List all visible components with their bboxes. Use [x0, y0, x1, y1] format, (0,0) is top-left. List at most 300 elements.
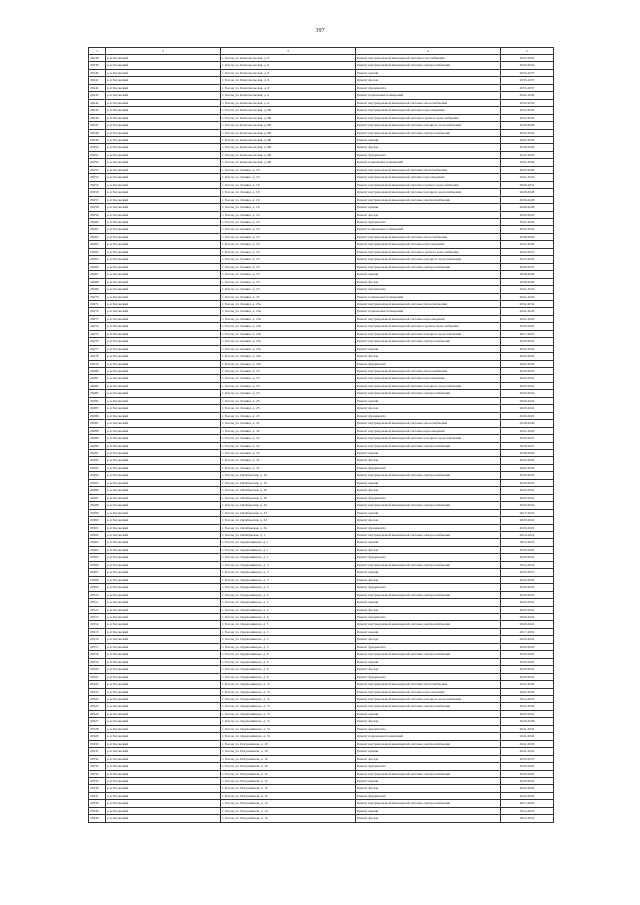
table-row: [89, 554, 554, 561]
table-row: [89, 807, 554, 814]
cell-address: г. Хасан, ул. Комсомольская, д. 6: [221, 55, 356, 62]
cell-district: р-н Хасанский: [106, 763, 221, 770]
cell-period: 2035-2037: [501, 77, 554, 84]
table-row: [89, 770, 554, 777]
cell-number: 29247: [89, 122, 106, 129]
cell-address: г. Хасан, ул. Пограничная, д. 10: [221, 748, 356, 755]
cell-work-type: Ремонт внутридомовой инженерной системы теплоснабжения: [356, 420, 501, 427]
table-row: [89, 792, 554, 799]
cell-address: г. Хасан, ул. Ленина, д. 25: [221, 375, 356, 382]
cell-period: 2032-2034: [501, 703, 554, 710]
cell-work-type: Ремонт внутридомовой инженерной системы водоотведения: [356, 315, 501, 322]
cell-work-type: Ремонт фасада: [356, 278, 501, 285]
cell-period: 2020-2022: [501, 785, 554, 792]
cell-period: 2032-2034: [501, 129, 554, 136]
cell-period: 2041-2043: [501, 360, 554, 367]
table-row: [89, 345, 554, 352]
cell-number: 29242: [89, 84, 106, 91]
cell-district: р-н Хасанский: [106, 92, 221, 99]
cell-address: г. Хасан, ул. Ленина, д. 23а: [221, 338, 356, 345]
cell-number: 29287: [89, 420, 106, 427]
cell-period: 2041-2043: [501, 733, 554, 740]
cell-district: р-н Хасанский: [106, 412, 221, 419]
cell-district: р-н Хасанский: [106, 345, 221, 352]
cell-district: р-н Хасанский: [106, 487, 221, 494]
cell-number: 29315: [89, 628, 106, 635]
cell-period: 2023-2025: [501, 256, 554, 263]
table-row: [89, 151, 554, 158]
cell-address: г. Хасан, ул. Орджоникидзе, д. 9: [221, 666, 356, 673]
cell-period: 2020-2022: [501, 353, 554, 360]
cell-work-type: Ремонт крыши: [356, 599, 501, 606]
cell-address: г. Хасан, ул. Орджоникидзе, д. 7а: [221, 681, 356, 688]
cell-period: 2041-2043: [501, 293, 554, 300]
cell-address: г. Хасан, ул. Ленина, д. 23: [221, 293, 356, 300]
cell-address: г. Хасан, ул. Комсомольская, д. 6Б: [221, 114, 356, 121]
cell-number: 29244: [89, 99, 106, 106]
table-body: [89, 55, 554, 823]
cell-work-type: Ремонт внутридомовой инженерной системы холодного водоснабжения: [356, 435, 501, 442]
cell-period: 2038-2040: [501, 420, 554, 427]
cell-period: 2020-2022: [501, 457, 554, 464]
cell-work-type: Ремонт фундамента: [356, 673, 501, 680]
cell-address: г. Хасан, ул. Октябрьская, д. 19: [221, 472, 356, 479]
table-row: [89, 166, 554, 173]
cell-address: г. Хасан, ул. Орджоникидзе, д. 5: [221, 621, 356, 628]
cell-period: 2020-2022: [501, 517, 554, 524]
cell-address: г. Хасан, ул. Комсомольская, д. 6Б: [221, 159, 356, 166]
cell-work-type: Ремонт внутридомовой инженерной системы горячего водоснабжения: [356, 114, 501, 121]
cell-period: 2020-2022: [501, 494, 554, 501]
cell-period: 2041-2043: [501, 159, 554, 166]
table-row: [89, 338, 554, 345]
cell-period: 2020-2022: [501, 524, 554, 531]
cell-number: 29273: [89, 315, 106, 322]
cell-work-type: Ремонт внутридомовой инженерной системы электроснабжения: [356, 390, 501, 397]
cell-period: 2041-2043: [501, 92, 554, 99]
cell-district: р-н Хасанский: [106, 479, 221, 486]
cell-address: г. Хасан, ул. Орджоникидзе, д. 9: [221, 673, 356, 680]
cell-number: 29251: [89, 151, 106, 158]
cell-number: 29253: [89, 166, 106, 173]
cell-work-type: Ремонт фасада: [356, 755, 501, 762]
table-row: [89, 748, 554, 755]
cell-district: р-н Хасанский: [106, 256, 221, 263]
cell-work-type: Ремонт фасада: [356, 785, 501, 792]
cell-address: г. Хасан, ул. Ленина, д. 25: [221, 412, 356, 419]
cell-period: 2041-2043: [501, 464, 554, 471]
cell-address: г. Хасан, ул. Орджоникидзе, д. 7а: [221, 725, 356, 732]
cell-period: 2032-2034: [501, 226, 554, 233]
table-row: [89, 271, 554, 278]
table-row: [89, 412, 554, 419]
cell-number: 29283: [89, 390, 106, 397]
cell-period: 2014-2016: [501, 539, 554, 546]
cell-work-type: Ремонт фундамента: [356, 151, 501, 158]
cell-number: 29316: [89, 636, 106, 643]
cell-district: р-н Хасанский: [106, 800, 221, 807]
cell-work-type: Ремонт подвальных помещений: [356, 733, 501, 740]
cell-address: г. Хасан, ул. Ленина, д. 25: [221, 405, 356, 412]
column-header-district: 2: [106, 48, 221, 55]
cell-work-type: Ремонт крыши: [356, 509, 501, 516]
cell-district: р-н Хасанский: [106, 681, 221, 688]
cell-district: р-н Хасанский: [106, 204, 221, 211]
cell-period: 2017-2019: [501, 330, 554, 337]
cell-district: р-н Хасанский: [106, 636, 221, 643]
cell-period: 2017-2019: [501, 628, 554, 635]
cell-period: 2041-2043: [501, 315, 554, 322]
cell-address: г. Хасан, ул. Комсомольская, д. 6Б: [221, 136, 356, 143]
cell-number: 29271: [89, 300, 106, 307]
cell-address: г. Хасан, ул. Ленина, д. 23а: [221, 353, 356, 360]
table-row: [89, 472, 554, 479]
cell-period: 2041-2043: [501, 308, 554, 315]
cell-address: г. Хасан, ул. Орджоникидзе, д. 1: [221, 546, 356, 553]
cell-district: р-н Хасанский: [106, 673, 221, 680]
cell-number: 29313: [89, 613, 106, 620]
cell-number: 29245: [89, 107, 106, 114]
table-row: [89, 569, 554, 576]
table-header-row: [89, 48, 554, 55]
cell-address: г. Хасан, ул. Ленина, д. 23: [221, 278, 356, 285]
table-row: [89, 375, 554, 382]
cell-period: 2032-2034: [501, 99, 554, 106]
cell-address: г. Хасан, ул. Орджоникидзе, д. 1: [221, 539, 356, 546]
cell-period: 2029-2031: [501, 435, 554, 442]
cell-period: 2014-2016: [501, 532, 554, 539]
cell-work-type: Ремонт подвальных помещений: [356, 159, 501, 166]
cell-address: г. Хасан, ул. Орджоникидзе, д. 7а: [221, 710, 356, 717]
table-row: [89, 718, 554, 725]
cell-address: г. Хасан, ул. Ленина, д. 32: [221, 435, 356, 442]
cell-district: р-н Хасанский: [106, 144, 221, 151]
cell-address: г. Хасан, ул. Пограничная, д. 10: [221, 763, 356, 770]
cell-district: р-н Хасанский: [106, 464, 221, 471]
cell-address: г. Хасан, ул. Октябрьская, д. 34: [221, 524, 356, 531]
cell-district: р-н Хасанский: [106, 532, 221, 539]
cell-number: 29331: [89, 748, 106, 755]
cell-work-type: Ремонт фасада: [356, 666, 501, 673]
cell-number: 29338: [89, 800, 106, 807]
cell-period: 2041-2043: [501, 748, 554, 755]
column-header-number: 1: [89, 48, 106, 55]
cell-period: 2020-2022: [501, 643, 554, 650]
cell-period: 2026-2028: [501, 196, 554, 203]
table-row: [89, 241, 554, 248]
cell-work-type: Ремонт крыши: [356, 658, 501, 665]
cell-number: 29276: [89, 338, 106, 345]
cell-period: 2020-2022: [501, 382, 554, 389]
cell-work-type: Ремонт подвальных помещений: [356, 293, 501, 300]
cell-number: 29300: [89, 517, 106, 524]
cell-work-type: Ремонт внутридомовой инженерной системы водоотведения: [356, 174, 501, 181]
cell-address: г. Хасан, ул. Ленина, д. 25: [221, 397, 356, 404]
cell-period: 2020-2022: [501, 584, 554, 591]
cell-work-type: Ремонт фасада: [356, 718, 501, 725]
cell-district: р-н Хасанский: [106, 785, 221, 792]
table-row: [89, 293, 554, 300]
cell-period: 2014-2016: [501, 807, 554, 814]
cell-work-type: Ремонт внутридомовой инженерной системы электроснабжения: [356, 561, 501, 568]
cell-period: 2020-2022: [501, 606, 554, 613]
table-row: [89, 517, 554, 524]
cell-address: г. Хасан, ул. Пограничная, д. 14: [221, 807, 356, 814]
cell-work-type: Ремонт фундамента: [356, 725, 501, 732]
cell-period: 2023-2025: [501, 55, 554, 62]
cell-address: г. Хасан, ул. Ленина, д. 10: [221, 181, 356, 188]
cell-work-type: Ремонт фундамента: [356, 360, 501, 367]
cell-work-type: Ремонт внутридомовой инженерной системы газоснабжения: [356, 55, 501, 62]
cell-district: р-н Хасанский: [106, 688, 221, 695]
cell-work-type: Ремонт крыши: [356, 204, 501, 211]
table-row: [89, 524, 554, 531]
cell-district: р-н Хасанский: [106, 189, 221, 196]
cell-number: 29296: [89, 487, 106, 494]
cell-work-type: Ремонт крыши: [356, 748, 501, 755]
cell-work-type: Ремонт внутридомовой инженерной системы электроснабжения: [356, 591, 501, 598]
table-row: [89, 636, 554, 643]
cell-district: р-н Хасанский: [106, 62, 221, 69]
cell-number: 29336: [89, 785, 106, 792]
cell-number: 29274: [89, 323, 106, 330]
cell-period: 2038-2040: [501, 233, 554, 240]
cell-district: р-н Хасанский: [106, 658, 221, 665]
cell-district: р-н Хасанский: [106, 815, 221, 822]
cell-period: 2041-2043: [501, 681, 554, 688]
cell-address: г. Хасан, ул. Ленина, д. 23: [221, 271, 356, 278]
table-row: [89, 658, 554, 665]
cell-work-type: Ремонт внутридомовой инженерной системы электроснабжения: [356, 770, 501, 777]
cell-district: р-н Хасанский: [106, 584, 221, 591]
cell-district: р-н Хасанский: [106, 300, 221, 307]
cell-work-type: Ремонт фундамента: [356, 554, 501, 561]
cell-work-type: Ремонт фасада: [356, 606, 501, 613]
table-row: [89, 196, 554, 203]
cell-district: р-н Хасанский: [106, 181, 221, 188]
cell-district: р-н Хасанский: [106, 390, 221, 397]
cell-address: г. Хасан, ул. Пограничная, д. 14: [221, 800, 356, 807]
cell-work-type: Ремонт крыши: [356, 569, 501, 576]
cell-period: 2020-2022: [501, 576, 554, 583]
cell-address: г. Хасан, ул. Ленина, д. 23а: [221, 308, 356, 315]
cell-address: г. Хасан, ул. Ленина, д. 10: [221, 189, 356, 196]
cell-address: г. Хасан, ул. Ленина, д. 25: [221, 390, 356, 397]
table-row: [89, 546, 554, 553]
cell-district: р-н Хасанский: [106, 77, 221, 84]
cell-work-type: Ремонт внутридомовой инженерной системы электроснабжения: [356, 621, 501, 628]
cell-district: р-н Хасанский: [106, 368, 221, 375]
cell-address: г. Хасан, ул. Ленина, д. 23а: [221, 315, 356, 322]
cell-number: 29332: [89, 755, 106, 762]
cell-work-type: Ремонт крыши: [356, 69, 501, 76]
cell-number: 29292: [89, 457, 106, 464]
cell-district: р-н Хасанский: [106, 755, 221, 762]
cell-work-type: Ремонт внутридомовой инженерной системы теплоснабжения: [356, 681, 501, 688]
cell-district: р-н Хасанский: [106, 613, 221, 620]
table-row: [89, 84, 554, 91]
cell-period: 2041-2043: [501, 174, 554, 181]
cell-address: г. Хасан, ул. Орджоникидзе, д. 5: [221, 636, 356, 643]
cell-work-type: Ремонт внутридомовой инженерной системы электроснабжения: [356, 800, 501, 807]
cell-period: 2020-2022: [501, 658, 554, 665]
table-row: [89, 107, 554, 114]
cell-number: 29266: [89, 263, 106, 270]
cell-number: 29329: [89, 733, 106, 740]
cell-work-type: Ремонт фасада: [356, 77, 501, 84]
cell-period: 2041-2043: [501, 151, 554, 158]
table-row: [89, 643, 554, 650]
cell-district: р-н Хасанский: [106, 99, 221, 106]
cell-district: р-н Хасанский: [106, 241, 221, 248]
cell-period: 2041-2043: [501, 725, 554, 732]
table-row: [89, 77, 554, 84]
cell-period: 2038-2040: [501, 450, 554, 457]
cell-address: г. Хасан, ул. Орджоникидзе, д. 5: [221, 628, 356, 635]
cell-address: г. Хасан, ул. Орджоникидзе, д. 4: [221, 613, 356, 620]
cell-period: 2038-2040: [501, 144, 554, 151]
cell-district: р-н Хасанский: [106, 248, 221, 255]
cell-period: 2041-2043: [501, 688, 554, 695]
cell-district: р-н Хасанский: [106, 807, 221, 814]
cell-address: г. Хасан, ул. Октябрьская, д. 34: [221, 509, 356, 516]
cell-number: 29291: [89, 450, 106, 457]
table-row: [89, 420, 554, 427]
cell-number: 29289: [89, 435, 106, 442]
table-row: [89, 815, 554, 822]
table-row: [89, 539, 554, 546]
cell-address: г. Хасан, ул. Ленина, д. 10: [221, 196, 356, 203]
cell-work-type: Ремонт внутридомовой инженерной системы водоотведения: [356, 427, 501, 434]
cell-address: г. Хасан, ул. Пограничная, д. 10: [221, 740, 356, 747]
cell-district: р-н Хасанский: [106, 509, 221, 516]
table-row: [89, 353, 554, 360]
table-row: [89, 628, 554, 635]
cell-number: 29328: [89, 725, 106, 732]
cell-period: 2020-2022: [501, 412, 554, 419]
cell-period: 2020-2022: [501, 673, 554, 680]
cell-period: 2032-2034: [501, 114, 554, 121]
cell-district: р-н Хасанский: [106, 427, 221, 434]
cell-address: г. Хасан, ул. Пограничная, д. 14: [221, 815, 356, 822]
cell-address: г. Хасан, ул. Ленина, д. 10: [221, 204, 356, 211]
table-row: [89, 502, 554, 509]
cell-number: 29307: [89, 569, 106, 576]
table-row: [89, 256, 554, 263]
cell-work-type: Ремонт фасада: [356, 636, 501, 643]
cell-work-type: Ремонт внутридомовой инженерной системы электроснабжения: [356, 129, 501, 136]
table-row: [89, 755, 554, 762]
cell-work-type: Ремонт крыши: [356, 397, 501, 404]
table-row: [89, 405, 554, 412]
table-row: [89, 204, 554, 211]
table-row: [89, 606, 554, 613]
cell-number: 29299: [89, 509, 106, 516]
cell-district: р-н Хасанский: [106, 315, 221, 322]
cell-work-type: Ремонт крыши: [356, 628, 501, 635]
cell-number: 29308: [89, 576, 106, 583]
cell-number: 29270: [89, 293, 106, 300]
cell-number: 29309: [89, 584, 106, 591]
cell-period: 2032-2034: [501, 345, 554, 352]
cell-district: р-н Хасанский: [106, 397, 221, 404]
cell-period: 2032-2034: [501, 300, 554, 307]
table-row: [89, 62, 554, 69]
cell-district: р-н Хасанский: [106, 591, 221, 598]
cell-number: 29285: [89, 405, 106, 412]
cell-address: г. Хасан, ул. Орджоникидзе, д. 7а: [221, 733, 356, 740]
cell-district: р-н Хасанский: [106, 554, 221, 561]
cell-number: 29312: [89, 606, 106, 613]
table-row: [89, 725, 554, 732]
table-row: [89, 450, 554, 457]
cell-address: г. Хасан, ул. Орджоникидзе, д. 7а: [221, 718, 356, 725]
table-row: [89, 442, 554, 449]
cell-period: 2020-2022: [501, 390, 554, 397]
table-row: [89, 286, 554, 293]
cell-work-type: Ремонт внутридомовой инженерной системы холодного водоснабжения: [356, 122, 501, 129]
cell-work-type: Ремонт внутридомовой инженерной системы водоотведения: [356, 241, 501, 248]
cell-period: 2041-2043: [501, 427, 554, 434]
cell-address: г. Хасан, ул. Ленина, д. 32: [221, 442, 356, 449]
cell-address: г. Хасан, ул. Октябрьская, д. 19: [221, 487, 356, 494]
cell-period: 2020-2022: [501, 770, 554, 777]
cell-work-type: Ремонт крыши: [356, 479, 501, 486]
cell-number: 29311: [89, 599, 106, 606]
cell-period: 2035-2037: [501, 84, 554, 91]
cell-district: р-н Хасанский: [106, 472, 221, 479]
cell-work-type: Ремонт внутридомовой инженерной системы водоотведения: [356, 688, 501, 695]
table-row: [89, 435, 554, 442]
table-row: [89, 666, 554, 673]
cell-district: р-н Хасанский: [106, 777, 221, 784]
cell-district: р-н Хасанский: [106, 628, 221, 635]
cell-district: р-н Хасанский: [106, 286, 221, 293]
cell-number: 29250: [89, 144, 106, 151]
cell-period: 2020-2040: [501, 166, 554, 173]
cell-work-type: Ремонт внутридомовой инженерной системы электроснабжения: [356, 651, 501, 658]
cell-number: 29318: [89, 651, 106, 658]
cell-period: 2020-2022: [501, 613, 554, 620]
cell-district: р-н Хасанский: [106, 748, 221, 755]
cell-district: р-н Хасанский: [106, 517, 221, 524]
cell-district: р-н Хасанский: [106, 718, 221, 725]
table-row: [89, 323, 554, 330]
table-row: [89, 233, 554, 240]
cell-number: 29277: [89, 345, 106, 352]
table-row: [89, 159, 554, 166]
cell-address: г. Хасан, ул. Ленина, д. 23а: [221, 345, 356, 352]
table-row: [89, 226, 554, 233]
cell-number: 29275: [89, 330, 106, 337]
table-row: [89, 330, 554, 337]
cell-work-type: Ремонт внутридомовой инженерной системы теплоснабжения: [356, 300, 501, 307]
cell-number: 29337: [89, 792, 106, 799]
cell-address: г. Хасан, ул. Ленина, д. 32: [221, 450, 356, 457]
cell-address: г. Хасан, ул. Октябрьская, д. 34: [221, 502, 356, 509]
cell-district: р-н Хасанский: [106, 442, 221, 449]
cell-number: 29333: [89, 763, 106, 770]
cell-period: 2020-2022: [501, 368, 554, 375]
cell-period: 2020-2022: [501, 599, 554, 606]
cell-district: р-н Хасанский: [106, 263, 221, 270]
table-row: [89, 211, 554, 218]
cell-address: г. Хасан, ул. Ленина, д. 25: [221, 382, 356, 389]
table-row: [89, 174, 554, 181]
cell-work-type: Ремонт фасада: [356, 517, 501, 524]
cell-address: г. Хасан, ул. Октябрьская, д. 34: [221, 517, 356, 524]
cell-number: 29265: [89, 256, 106, 263]
